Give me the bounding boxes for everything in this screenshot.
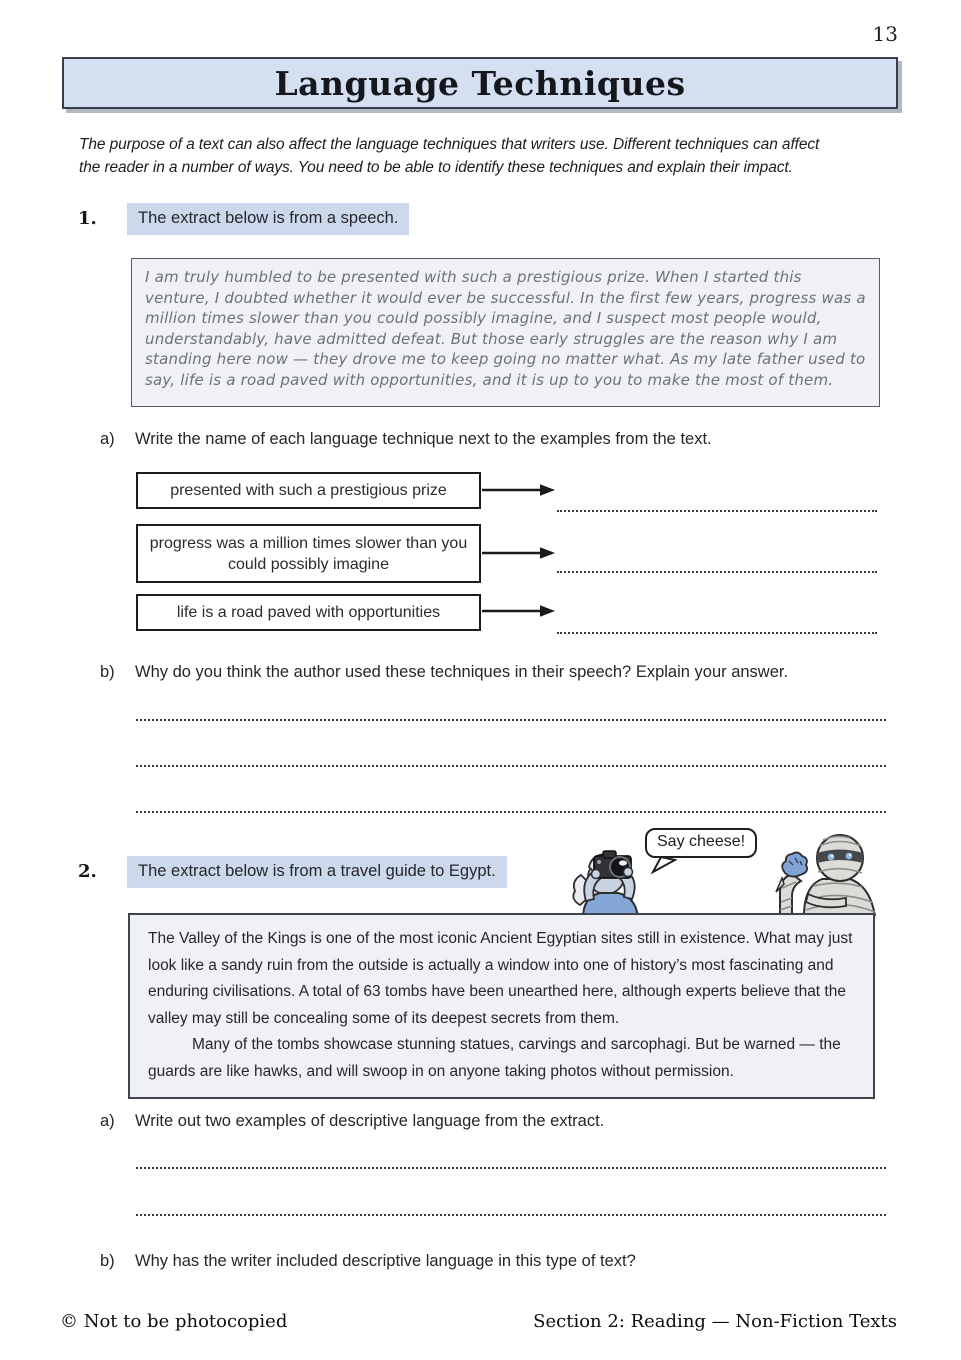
question1b-text: Why do you think the author used these techniques in their speech? Explain your answer. [135, 663, 789, 681]
arrow-right-icon [482, 546, 556, 560]
question2b [100, 1252, 636, 1271]
question2b-text: Why has the writer included descriptive language in this type of text? [135, 1252, 636, 1270]
question1-prompt: The extract below is from a speech. [127, 203, 409, 235]
question1b [100, 663, 788, 682]
answer-line[interactable] [136, 1201, 886, 1216]
question1a [100, 430, 712, 449]
question2-prompt: The extract below is from a travel guide to Egypt. [127, 856, 507, 888]
speech-extract-text: I am truly humbled to be presented with such a prestigious prize. When I started this venture, I doubted whether it would ever be successful. In the first few years, progress was a million times slower than you could possibly imagine, and I suspect most people would, understandably, have admitted defeat. But those early struggles are the reason why I am standing here now — they drove me to keep going no matter what. As my late father used to say, life is a road paved with opportunities, and it is up to you to make the most of them. [145, 268, 866, 389]
page-number: 13 [872, 22, 898, 46]
question1a-label: a) [100, 430, 115, 448]
answer-line[interactable] [136, 798, 886, 813]
question1a-text: Write the name of each language technique next to the examples from the text. [135, 430, 712, 448]
answer-line[interactable] [557, 497, 877, 512]
page-title: Language Techniques [274, 63, 686, 103]
answer-line[interactable] [557, 619, 877, 634]
question2a-label: a) [100, 1112, 115, 1130]
speech-extract-box [131, 258, 880, 407]
intro-text [79, 133, 909, 179]
question1b-label: b) [100, 663, 115, 681]
answer-line[interactable] [136, 1154, 886, 1169]
question2a [100, 1112, 604, 1131]
intro-line-1: The purpose of a text can also affect the language techniques that writers use. Different techniques can affect [79, 136, 820, 153]
arrow-right-icon [482, 604, 556, 618]
footer-section: Section 2: Reading — Non-Fiction Texts [533, 1311, 897, 1332]
question2-number: 2. [78, 861, 97, 882]
answer-line[interactable] [557, 558, 877, 573]
intro-line-2: the reader in a number of ways. You need to be able to identify these techniques and explain their impact. [79, 159, 793, 176]
question2a-text: Write out two examples of descriptive language from the extract. [135, 1112, 605, 1130]
arrow-right-icon [482, 483, 556, 497]
example-box-3: life is a road paved with opportunities [136, 594, 481, 631]
question2b-label: b) [100, 1252, 115, 1270]
answer-line[interactable] [136, 752, 886, 767]
footer-copyright: © Not to be photocopied [60, 1311, 288, 1332]
example-box-1: presented with such a prestigious prize [136, 472, 481, 509]
travel-guide-extract-box [128, 913, 875, 1099]
question1-number: 1. [78, 208, 97, 229]
speech-bubble-tail [651, 856, 677, 874]
answer-line[interactable] [136, 706, 886, 721]
speech-bubble: Say cheese! [645, 828, 757, 858]
travel-extract-paragraph-2: Many of the tombs showcase stunning statues, carvings and sarcophagi. But be warned — the guards are like hawks, and will swoop in on anyone taking photos without permission. [148, 1036, 841, 1080]
mummy-icon [748, 832, 882, 916]
title-banner [62, 57, 898, 109]
example-box-2: progress was a million times slower than you could possibly imagine [136, 524, 481, 583]
travel-extract-paragraph-1: The Valley of the Kings is one of the most iconic Ancient Egyptian sites still in existence. What may just look like a sandy ruin from the outside is actually a window into one of history’s most fascinating and enduring civilisations. A total of 63 tombs have been unearthed here, although experts believe that the valley may still be concealing some of its deepest secrets from them. [148, 930, 853, 1027]
